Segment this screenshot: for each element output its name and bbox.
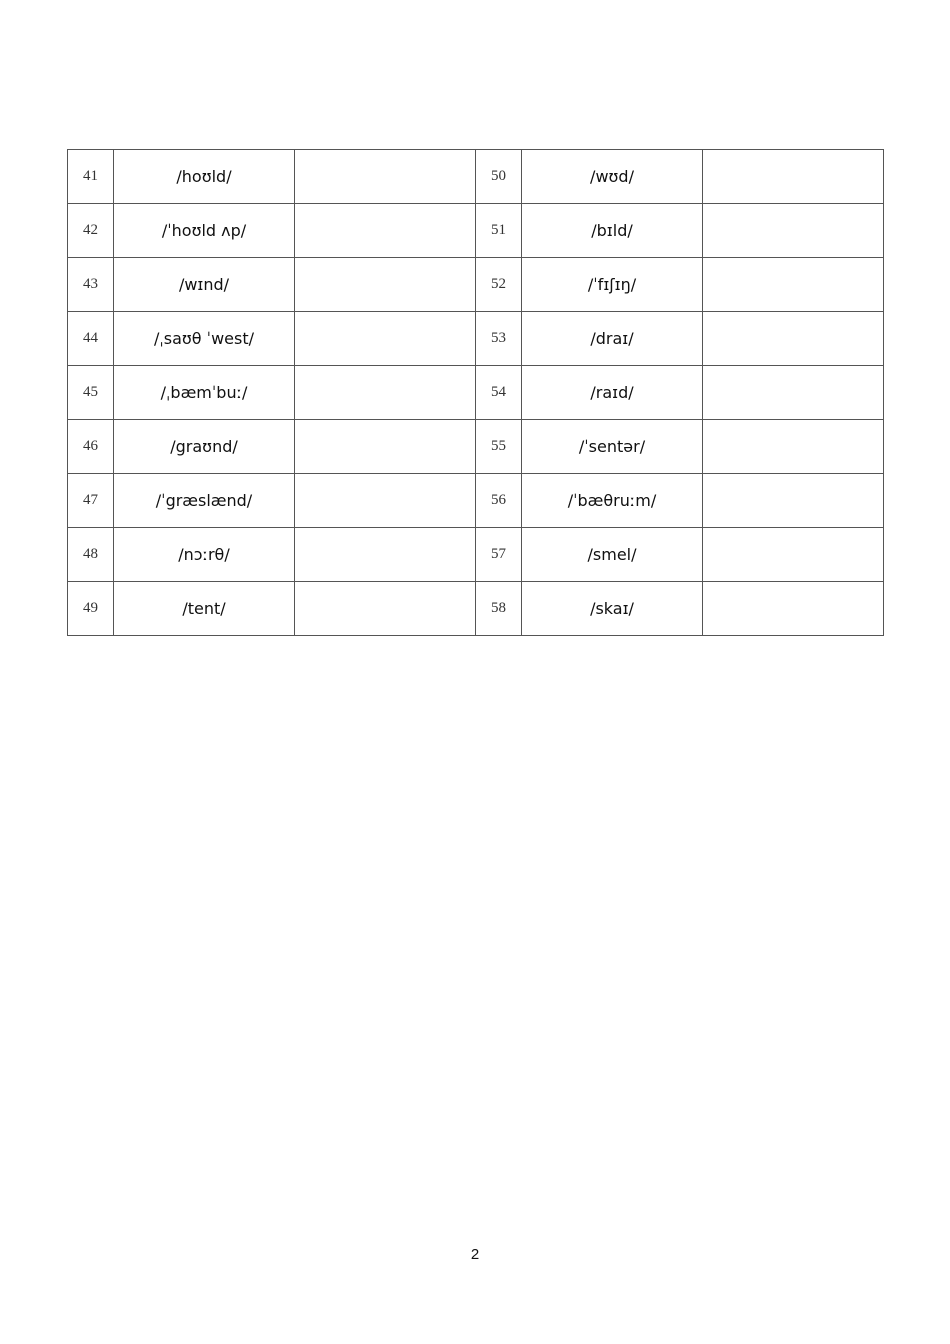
phonetic-transcription: /skaɪ/ [522,582,703,636]
item-number: 51 [476,204,522,258]
answer-cell[interactable] [703,366,884,420]
phonetic-transcription: /ˈhoʊld ʌp/ [114,204,295,258]
phonetic-transcription: /ˈfɪʃɪŋ/ [522,258,703,312]
answer-cell[interactable] [295,474,476,528]
item-number: 44 [68,312,114,366]
table-row [68,474,884,528]
item-number: 43 [68,258,114,312]
phonetic-transcription: /tent/ [114,582,295,636]
table-row [68,150,884,204]
phonetic-transcription: /ˈsentər/ [522,420,703,474]
answer-cell[interactable] [703,204,884,258]
answer-cell[interactable] [295,150,476,204]
phonetic-transcription: /ˌsaʊθ ˈwest/ [114,312,295,366]
item-number: 56 [476,474,522,528]
phonetic-transcription: /bɪld/ [522,204,703,258]
phonetic-transcription: /raɪd/ [522,366,703,420]
item-number: 57 [476,528,522,582]
item-number: 53 [476,312,522,366]
answer-cell[interactable] [295,312,476,366]
item-number: 47 [68,474,114,528]
answer-cell[interactable] [295,420,476,474]
phonetic-transcription: /draɪ/ [522,312,703,366]
table-row [68,366,884,420]
answer-cell[interactable] [295,528,476,582]
answer-cell[interactable] [295,258,476,312]
item-number: 46 [68,420,114,474]
vocabulary-table-body [68,150,884,636]
phonetic-transcription: /ˈbæθruːm/ [522,474,703,528]
item-number: 48 [68,528,114,582]
page-number: 2 [470,1246,480,1263]
answer-cell[interactable] [703,528,884,582]
phonetic-transcription: /wɪnd/ [114,258,295,312]
vocabulary-table [67,149,884,636]
phonetic-transcription: /smel/ [522,528,703,582]
answer-cell[interactable] [703,420,884,474]
item-number: 41 [68,150,114,204]
answer-cell[interactable] [703,258,884,312]
item-number: 45 [68,366,114,420]
answer-cell[interactable] [703,582,884,636]
answer-cell[interactable] [295,582,476,636]
phonetic-transcription: /nɔːrθ/ [114,528,295,582]
answer-cell[interactable] [703,474,884,528]
item-number: 52 [476,258,522,312]
answer-cell[interactable] [703,150,884,204]
table-row [68,258,884,312]
item-number: 55 [476,420,522,474]
answer-cell[interactable] [295,204,476,258]
table-row [68,204,884,258]
table-row [68,582,884,636]
phonetic-transcription: /ˈgræslænd/ [114,474,295,528]
table-row [68,312,884,366]
answer-cell[interactable] [295,366,476,420]
phonetic-transcription: /hoʊld/ [114,150,295,204]
item-number: 50 [476,150,522,204]
phonetic-transcription: /ˌbæmˈbuː/ [114,366,295,420]
item-number: 42 [68,204,114,258]
answer-cell[interactable] [703,312,884,366]
table-row [68,420,884,474]
item-number: 54 [476,366,522,420]
phonetic-transcription: /wʊd/ [522,150,703,204]
table-row [68,528,884,582]
item-number: 49 [68,582,114,636]
item-number: 58 [476,582,522,636]
phonetic-transcription: /graʊnd/ [114,420,295,474]
